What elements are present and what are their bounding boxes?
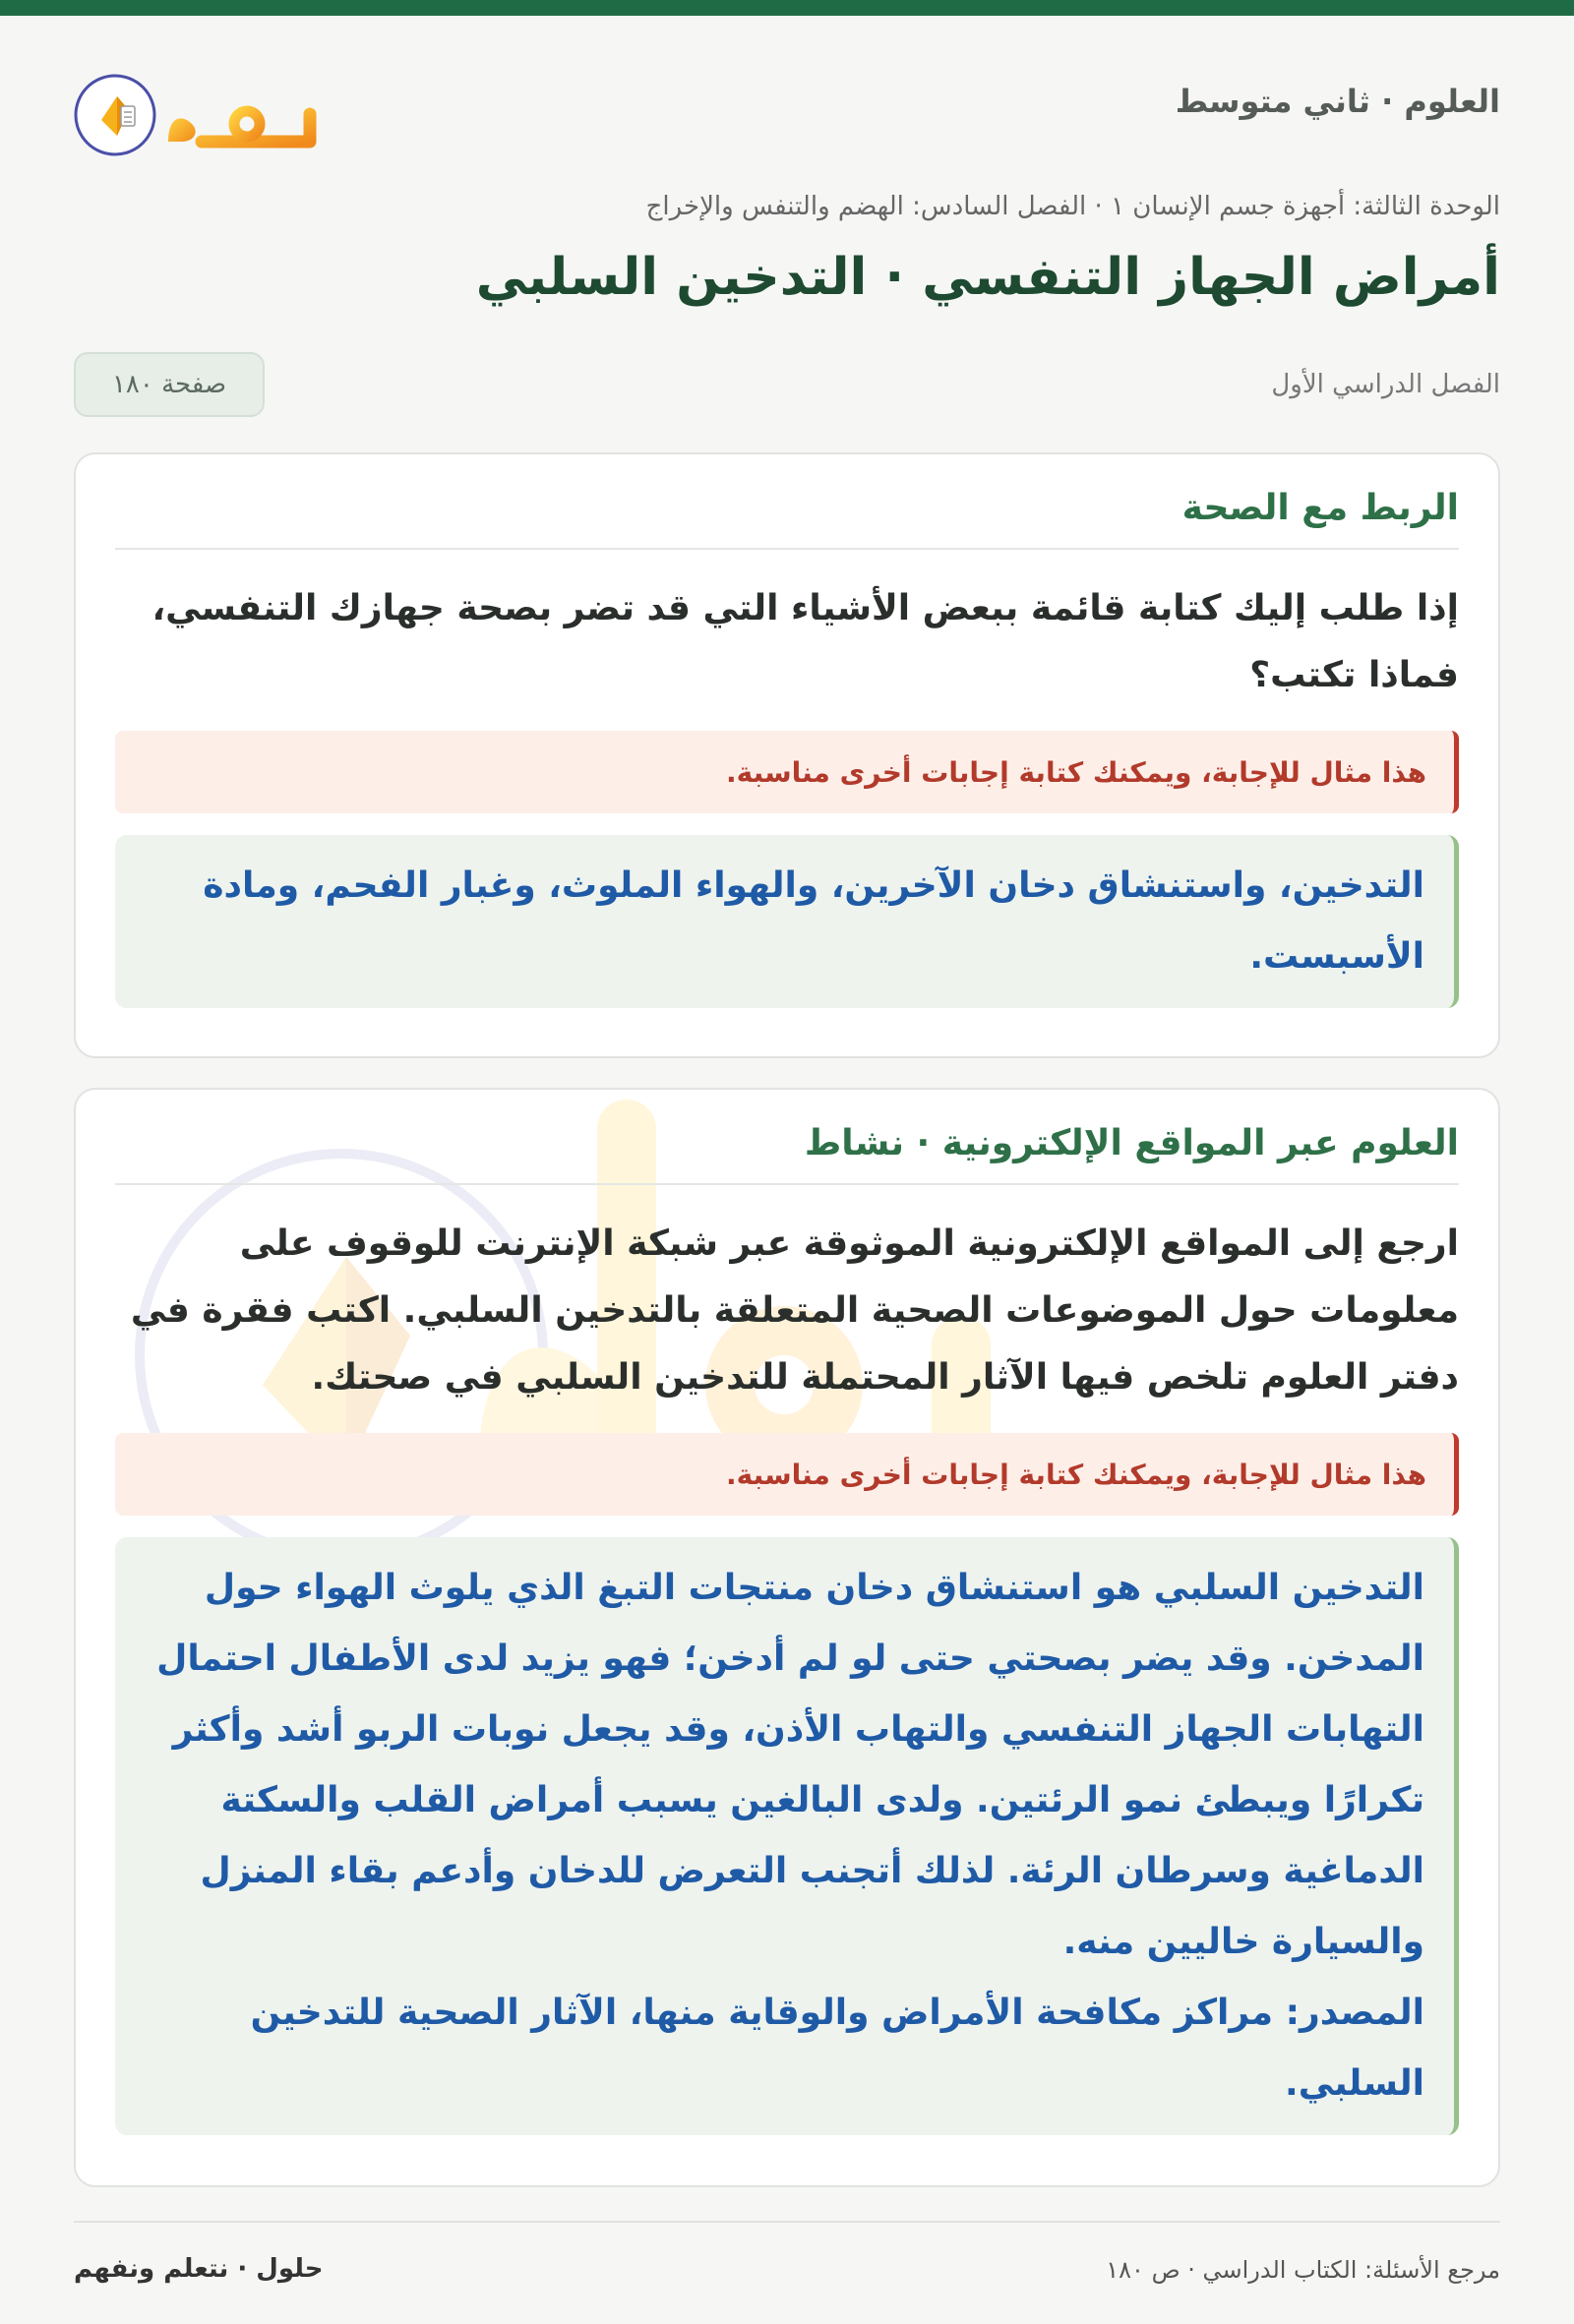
answer-box xyxy=(115,835,1459,1008)
page-header xyxy=(74,16,1500,178)
answer-box xyxy=(115,1537,1459,2135)
page-title: أمراض الجهاز التنفسي · التدخين السلبي xyxy=(475,248,1500,307)
breadcrumb: الوحدة الثالثة: أجهزة جسم الإنسان ١ · الفصل السادس: الهضم والتنفس والإخراج xyxy=(645,192,1500,221)
section-heading: الربط مع الصحة xyxy=(115,454,1459,550)
question-text: إذا طلب إليك كتابة قائمة ببعض الأشياء التي قد تضر بصحة جهازك التنفسي، فماذا تكتب؟ xyxy=(151,588,1459,695)
footer-brand[interactable]: حلول · نتعلم ونفهم xyxy=(74,2254,324,2284)
hulul-logo[interactable] xyxy=(74,59,330,167)
answer-text: التدخين، واستنشاق دخان الآخرين، والهواء الملوث، وغبار الفحم، ومادة الأسبست. xyxy=(203,865,1424,977)
page-number-badge: صفحة ١٨٠ xyxy=(74,352,265,417)
sample-answer-note: هذا مثال للإجابة، ويمكنك كتابة إجابات أخرى مناسبة. xyxy=(115,1433,1459,1516)
online-activity-card xyxy=(74,1088,1500,2187)
answer-text: التدخين السلبي هو استنشاق دخان منتجات التبغ الذي يلوث الهواء حول المدخن. وقد يضر بصحتي حتى لو لم أدخن؛ فهو يزيد لدى الأطفال احتمال التهابات الجهاز التنفسي والتهاب الأذن، وقد يجعل نوبات الربو أشد وأكثر تكرارًا ويبطئ نمو الرئتين. ولدى البالغين يسبب أمراض القلب والسكتة الدماغية وسرطان الرئة. لذلك أتجنب التعرض للدخان وأدعم بقاء المنزل والسيارة خاليين منه. xyxy=(156,1568,1424,1962)
answer-source: المصدر: مراكز مكافحة الأمراض والوقاية منها، الآثار الصحية للتدخين السلبي. xyxy=(250,1993,1424,2104)
term-label: الفصل الدراسي الأول xyxy=(1271,370,1500,399)
question-text: ارجع إلى المواقع الإلكترونية الموثوقة عبر شبكة الإنترنت للوقوف على معلومات حول الموضوعات الصحية المتعلقة بالتدخين السلبي. اكتب فقرة في دفتر العلوم تلخص فيها الآثار المحتملة للتدخين السلبي في صحتك. xyxy=(130,1223,1459,1398)
health-connection-card xyxy=(74,452,1500,1058)
sample-answer-note: هذا مثال للإجابة، ويمكنك كتابة إجابات أخرى مناسبة. xyxy=(115,731,1459,813)
section-heading: العلوم عبر المواقع الإلكترونية · نشاط xyxy=(115,1090,1459,1185)
footer-reference: مرجع الأسئلة: الكتاب الدراسي · ص ١٨٠ xyxy=(1106,2256,1500,2284)
subject-label: العلوم · ثاني متوسط xyxy=(1175,83,1500,120)
footer-divider xyxy=(74,2221,1500,2223)
top-accent-bar xyxy=(0,0,1574,16)
